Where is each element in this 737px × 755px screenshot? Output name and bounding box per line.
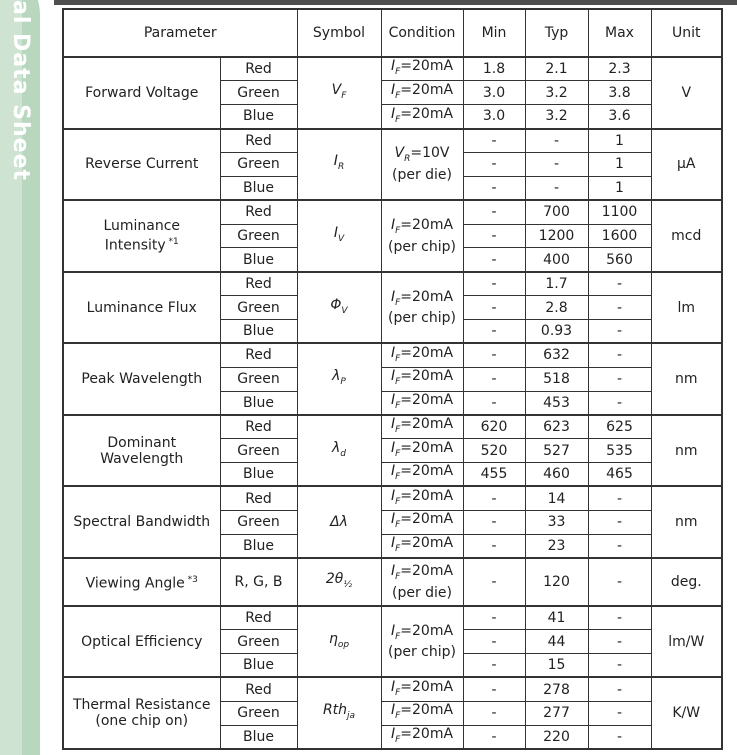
condition-value: =10V: [410, 145, 450, 162]
typ-cell: -: [525, 152, 588, 176]
condition-value: =20mA: [400, 511, 454, 528]
condition-cell: [381, 415, 463, 439]
max-cell: 1: [588, 152, 651, 176]
typ-cell: 3.2: [525, 105, 588, 129]
condition-value: =20mA: [400, 288, 454, 305]
condition-value: =20mA: [400, 534, 454, 551]
parameter-name-cell: [63, 343, 220, 415]
typ-cell: 44: [525, 630, 588, 654]
condition-cell: [381, 534, 463, 558]
cond-symbol-if: $I_F$: [390, 288, 401, 308]
cond-subscript: F: [395, 571, 401, 582]
cond-symbol-if: $I_F$: [390, 463, 401, 483]
condition-cell: [381, 367, 463, 391]
typ-cell: 3.2: [525, 81, 588, 105]
color-cell: Green: [220, 439, 297, 463]
symbol-subscript: V: [341, 305, 348, 316]
color-cell: Blue: [220, 534, 297, 558]
parameter-name: Reverse Current: [85, 156, 199, 173]
table-row: [63, 415, 722, 439]
spec-table-body: [63, 57, 722, 749]
typ-cell: 14: [525, 486, 588, 510]
condition-cell: [381, 391, 463, 415]
table-row: [63, 486, 722, 510]
parameter-name-cell: [63, 606, 220, 678]
typ-cell: 23: [525, 534, 588, 558]
header-max: Max: [588, 9, 651, 57]
sidebar-watermark: al Data Sheet: [8, 0, 33, 182]
unit-cell: nm: [651, 343, 722, 415]
typ-cell: 623: [525, 415, 588, 439]
color-cell: Red: [220, 486, 297, 510]
parameter-name-cell: [63, 486, 220, 558]
symbol-cell: [297, 57, 381, 129]
condition-cell: [381, 486, 463, 510]
condition-value: =20mA: [400, 702, 454, 719]
header-parameter: Parameter: [63, 9, 297, 57]
cond-subscript: R: [404, 154, 411, 165]
min-cell: -: [463, 653, 525, 677]
symbol-main: Φ: [330, 296, 342, 313]
symbol-main: V: [331, 81, 342, 98]
min-cell: -: [463, 343, 525, 367]
min-cell: -: [463, 558, 525, 606]
condition-value: =20mA: [400, 391, 454, 408]
color-cell: Blue: [220, 248, 297, 272]
symbol-cell: [297, 129, 381, 201]
color-cell: Blue: [220, 105, 297, 129]
min-cell: -: [463, 677, 525, 701]
cond-symbol-if: $I_F$: [390, 439, 401, 459]
max-cell: 1100: [588, 200, 651, 224]
condition-value: =20mA: [400, 725, 454, 742]
min-cell: -: [463, 486, 525, 510]
cond-subscript: F: [395, 687, 401, 698]
unit-cell: nm: [651, 415, 722, 487]
unit-cell: µA: [651, 129, 722, 201]
max-cell: -: [588, 296, 651, 320]
typ-cell: -: [525, 129, 588, 153]
max-cell: 3.6: [588, 105, 651, 129]
condition-value: =20mA: [400, 217, 454, 234]
color-cell: Red: [220, 200, 297, 224]
max-cell: -: [588, 677, 651, 701]
max-cell: 625: [588, 415, 651, 439]
max-cell: -: [588, 534, 651, 558]
cond-subscript: F: [395, 734, 401, 745]
parameter-name: Optical Efficiency: [81, 633, 203, 650]
condition-value: =20mA: [400, 622, 454, 639]
condition-note: (per chip): [388, 238, 456, 255]
symbol-cell: [297, 486, 381, 558]
cond-symbol-if: $I_F$: [390, 702, 401, 722]
min-cell: 3.0: [463, 105, 525, 129]
parameter-name: Spectral Bandwidth: [73, 514, 211, 531]
unit-cell: V: [651, 57, 722, 129]
cond-subscript: F: [395, 631, 401, 642]
max-cell: -: [588, 725, 651, 749]
cond-subscript: F: [395, 400, 401, 411]
cond-subscript: F: [395, 225, 401, 236]
typ-cell: 1200: [525, 224, 588, 248]
typ-cell: 632: [525, 343, 588, 367]
min-cell: -: [463, 630, 525, 654]
symbol-main: I: [333, 153, 338, 170]
condition-value: =20mA: [400, 58, 454, 75]
color-cell: Blue: [220, 319, 297, 343]
header-symbol: Symbol: [297, 9, 381, 57]
condition-value: =20mA: [400, 81, 454, 98]
typ-cell: 460: [525, 463, 588, 487]
color-cell: Blue: [220, 176, 297, 200]
color-cell: Green: [220, 367, 297, 391]
cond-symbol-vr: $V_R$: [394, 145, 411, 165]
condition-note: (per chip): [388, 644, 456, 661]
table-row: [63, 200, 722, 224]
symbol-subscript: ½: [343, 579, 353, 590]
symbol-main: η: [328, 630, 338, 647]
cond-subscript: F: [395, 448, 401, 459]
min-cell: -: [463, 391, 525, 415]
cond-symbol-if: $I_F$: [390, 622, 401, 642]
cond-subscript: F: [395, 520, 401, 531]
unit-cell: lm/W: [651, 606, 722, 678]
cond-symbol-if: $I_F$: [390, 58, 401, 78]
color-cell: Red: [220, 677, 297, 701]
parameter-name: Thermal Resistance: [72, 697, 211, 714]
color-cell: Blue: [220, 725, 297, 749]
cond-subscript: F: [395, 496, 401, 507]
symbol-cell: [297, 558, 381, 606]
condition-value: =20mA: [400, 105, 454, 122]
condition-cell: [381, 129, 463, 201]
cond-subscript: F: [395, 711, 401, 722]
cond-subscript: F: [395, 424, 401, 435]
max-cell: -: [588, 391, 651, 415]
cond-symbol-if: $I_F$: [390, 725, 401, 745]
condition-value: =20mA: [400, 344, 454, 361]
condition-cell: [381, 57, 463, 81]
color-cell: Blue: [220, 653, 297, 677]
max-cell: 1600: [588, 224, 651, 248]
max-cell: -: [588, 630, 651, 654]
max-cell: -: [588, 701, 651, 725]
table-row: [63, 677, 722, 701]
condition-value: =20mA: [400, 563, 454, 579]
unit-cell: nm: [651, 486, 722, 558]
top-border-bar: [0, 0, 737, 5]
color-cell: Green: [220, 224, 297, 248]
max-cell: 465: [588, 463, 651, 487]
max-cell: -: [588, 367, 651, 391]
typ-cell: 518: [525, 367, 588, 391]
parameter-name: Luminance Flux: [86, 299, 197, 316]
typ-cell: 278: [525, 677, 588, 701]
max-cell: 560: [588, 248, 651, 272]
min-cell: -: [463, 296, 525, 320]
cond-subscript: F: [395, 90, 401, 101]
cond-subscript: F: [395, 472, 401, 483]
cond-subscript: F: [395, 353, 401, 364]
min-cell: -: [463, 367, 525, 391]
typ-cell: 453: [525, 391, 588, 415]
parameter-name-cell: [63, 57, 220, 129]
condition-value: =20mA: [400, 463, 454, 480]
symbol-subscript: P: [340, 377, 346, 387]
footnote-mark: *1: [165, 237, 179, 248]
typ-cell: 41: [525, 606, 588, 630]
max-cell: -: [588, 558, 651, 606]
min-cell: 455: [463, 463, 525, 487]
symbol-subscript: op: [337, 639, 350, 650]
min-cell: -: [463, 272, 525, 296]
cond-symbol-if: $I_F$: [390, 368, 401, 387]
max-cell: -: [588, 319, 651, 343]
symbol-subscript: ja: [347, 711, 356, 722]
cond-symbol-if: $I_F$: [390, 105, 401, 125]
table-row: [63, 558, 722, 606]
condition-value: =20mA: [400, 487, 454, 504]
condition-cell: [381, 105, 463, 129]
header-min: Min: [463, 9, 525, 57]
header-typ: Typ: [525, 9, 588, 57]
table-row: [63, 129, 722, 153]
color-cell: Green: [220, 152, 297, 176]
spec-table: [62, 8, 723, 750]
color-cell: Red: [220, 129, 297, 153]
header-unit: Unit: [651, 9, 722, 57]
typ-cell: 400: [525, 248, 588, 272]
min-cell: -: [463, 200, 525, 224]
condition-value: =20mA: [400, 416, 454, 433]
min-cell: 620: [463, 415, 525, 439]
cond-subscript: F: [395, 543, 401, 554]
min-cell: 520: [463, 439, 525, 463]
max-cell: -: [588, 486, 651, 510]
condition-cell: [381, 343, 463, 367]
color-cell: Red: [220, 606, 297, 630]
color-cell: Red: [220, 343, 297, 367]
symbol-main: 2θ: [325, 571, 344, 587]
cond-symbol-if: $I_F$: [390, 391, 401, 411]
min-cell: -: [463, 152, 525, 176]
typ-cell: 527: [525, 439, 588, 463]
color-cell: Blue: [220, 463, 297, 487]
cond-subscript: F: [395, 297, 401, 308]
color-cell: R, G, B: [220, 558, 297, 606]
max-cell: 535: [588, 439, 651, 463]
min-cell: -: [463, 129, 525, 153]
parameter-name-cell: [63, 200, 220, 272]
min-cell: 1.8: [463, 57, 525, 81]
condition-note: (per die): [391, 584, 453, 601]
max-cell: 1: [588, 176, 651, 200]
max-cell: -: [588, 272, 651, 296]
condition-cell: [381, 701, 463, 725]
cond-symbol-if: $I_F$: [390, 416, 401, 435]
parameter-name-line2: Wavelength: [100, 450, 184, 467]
table-row: [63, 606, 722, 630]
color-cell: Red: [220, 57, 297, 81]
condition-cell: [381, 606, 463, 678]
symbol-cell: [297, 415, 381, 487]
color-cell: Blue: [220, 391, 297, 415]
typ-cell: 1.7: [525, 272, 588, 296]
condition-cell: [381, 510, 463, 534]
typ-cell: 0.93: [525, 319, 588, 343]
min-cell: -: [463, 606, 525, 630]
cond-symbol-if: $I_F$: [390, 487, 401, 507]
cond-subscript: F: [395, 377, 401, 387]
color-cell: Green: [220, 81, 297, 105]
footnote-mark: *3: [184, 575, 198, 586]
color-cell: Green: [220, 296, 297, 320]
symbol-cell: [297, 200, 381, 272]
cond-symbol-if: $I_F$: [390, 217, 401, 236]
condition-value: =20mA: [400, 678, 454, 695]
condition-cell: [381, 439, 463, 463]
cond-symbol-if: $I_F$: [390, 534, 401, 554]
table-row: [63, 343, 722, 367]
max-cell: -: [588, 606, 651, 630]
parameter-name: Peak Wavelength: [81, 371, 203, 388]
max-cell: 2.3: [588, 57, 651, 81]
cond-subscript: F: [395, 67, 401, 78]
max-cell: 3.8: [588, 81, 651, 105]
symbol-main: I: [333, 225, 338, 242]
typ-cell: -: [525, 176, 588, 200]
parameter-name-cell: [63, 677, 220, 749]
max-cell: 1: [588, 129, 651, 153]
cond-subscript: F: [395, 114, 401, 125]
max-cell: -: [588, 653, 651, 677]
symbol-cell: [297, 606, 381, 678]
parameter-name-line2: (one chip on): [95, 713, 189, 730]
typ-cell: 700: [525, 200, 588, 224]
typ-cell: 33: [525, 510, 588, 534]
condition-cell: [381, 200, 463, 272]
color-cell: Red: [220, 272, 297, 296]
symbol-cell: [297, 677, 381, 749]
symbol-subscript: F: [341, 90, 347, 101]
sidebar-decoration: [0, 0, 54, 755]
typ-cell: 2.8: [525, 296, 588, 320]
cond-symbol-if: $I_F$: [390, 511, 401, 531]
condition-note: (per die): [391, 167, 453, 184]
max-cell: -: [588, 343, 651, 367]
typ-cell: 277: [525, 701, 588, 725]
parameter-name-cell: [63, 558, 220, 606]
symbol-cell: [297, 343, 381, 415]
symbol-main: λ: [331, 439, 341, 456]
max-cell: -: [588, 510, 651, 534]
min-cell: -: [463, 319, 525, 343]
min-cell: -: [463, 701, 525, 725]
symbol-subscript: R: [337, 162, 345, 173]
color-cell: Green: [220, 630, 297, 654]
symbol-main: Rth: [322, 702, 348, 719]
table-row: [63, 272, 722, 296]
color-cell: Green: [220, 510, 297, 534]
condition-value: =20mA: [400, 368, 454, 385]
symbol-main: Δλ: [330, 514, 348, 531]
condition-cell: [381, 81, 463, 105]
unit-cell: mcd: [651, 200, 722, 272]
condition-value: =20mA: [400, 439, 454, 456]
typ-cell: 15: [525, 653, 588, 677]
table-row: [63, 57, 722, 81]
condition-cell: [381, 463, 463, 487]
min-cell: 3.0: [463, 81, 525, 105]
typ-cell: 2.1: [525, 57, 588, 81]
condition-cell: [381, 558, 463, 606]
color-cell: Red: [220, 415, 297, 439]
parameter-name: Luminance: [103, 218, 181, 235]
condition-cell: [381, 272, 463, 344]
min-cell: -: [463, 510, 525, 534]
color-cell: Green: [220, 701, 297, 725]
min-cell: -: [463, 534, 525, 558]
parameter-name: Forward Voltage: [85, 84, 199, 101]
cond-symbol-if: $I_F$: [390, 563, 401, 582]
parameter-name-cell: [63, 415, 220, 487]
symbol-main: λ: [332, 368, 341, 385]
symbol-subscript: d: [340, 448, 346, 459]
symbol-cell: [297, 272, 381, 344]
parameter-name: Viewing Angle: [85, 575, 185, 592]
min-cell: -: [463, 248, 525, 272]
unit-cell: lm: [651, 272, 722, 344]
header-row: [63, 9, 722, 57]
parameter-name: Dominant: [107, 434, 177, 451]
parameter-name-line2: Intensity: [104, 237, 166, 254]
cond-symbol-if: $I_F$: [390, 344, 401, 364]
cond-symbol-if: $I_F$: [390, 81, 401, 101]
condition-note: (per chip): [388, 310, 456, 327]
condition-cell: [381, 725, 463, 749]
typ-cell: 220: [525, 725, 588, 749]
parameter-name-cell: [63, 272, 220, 344]
typ-cell: 120: [525, 558, 588, 606]
parameter-name-cell: [63, 129, 220, 201]
min-cell: -: [463, 224, 525, 248]
unit-cell: K/W: [651, 677, 722, 749]
unit-cell: deg.: [651, 558, 722, 606]
condition-cell: [381, 677, 463, 701]
symbol-subscript: V: [337, 233, 345, 244]
min-cell: -: [463, 176, 525, 200]
header-condition: Condition: [381, 9, 463, 57]
cond-symbol-if: $I_F$: [390, 678, 401, 698]
min-cell: -: [463, 725, 525, 749]
